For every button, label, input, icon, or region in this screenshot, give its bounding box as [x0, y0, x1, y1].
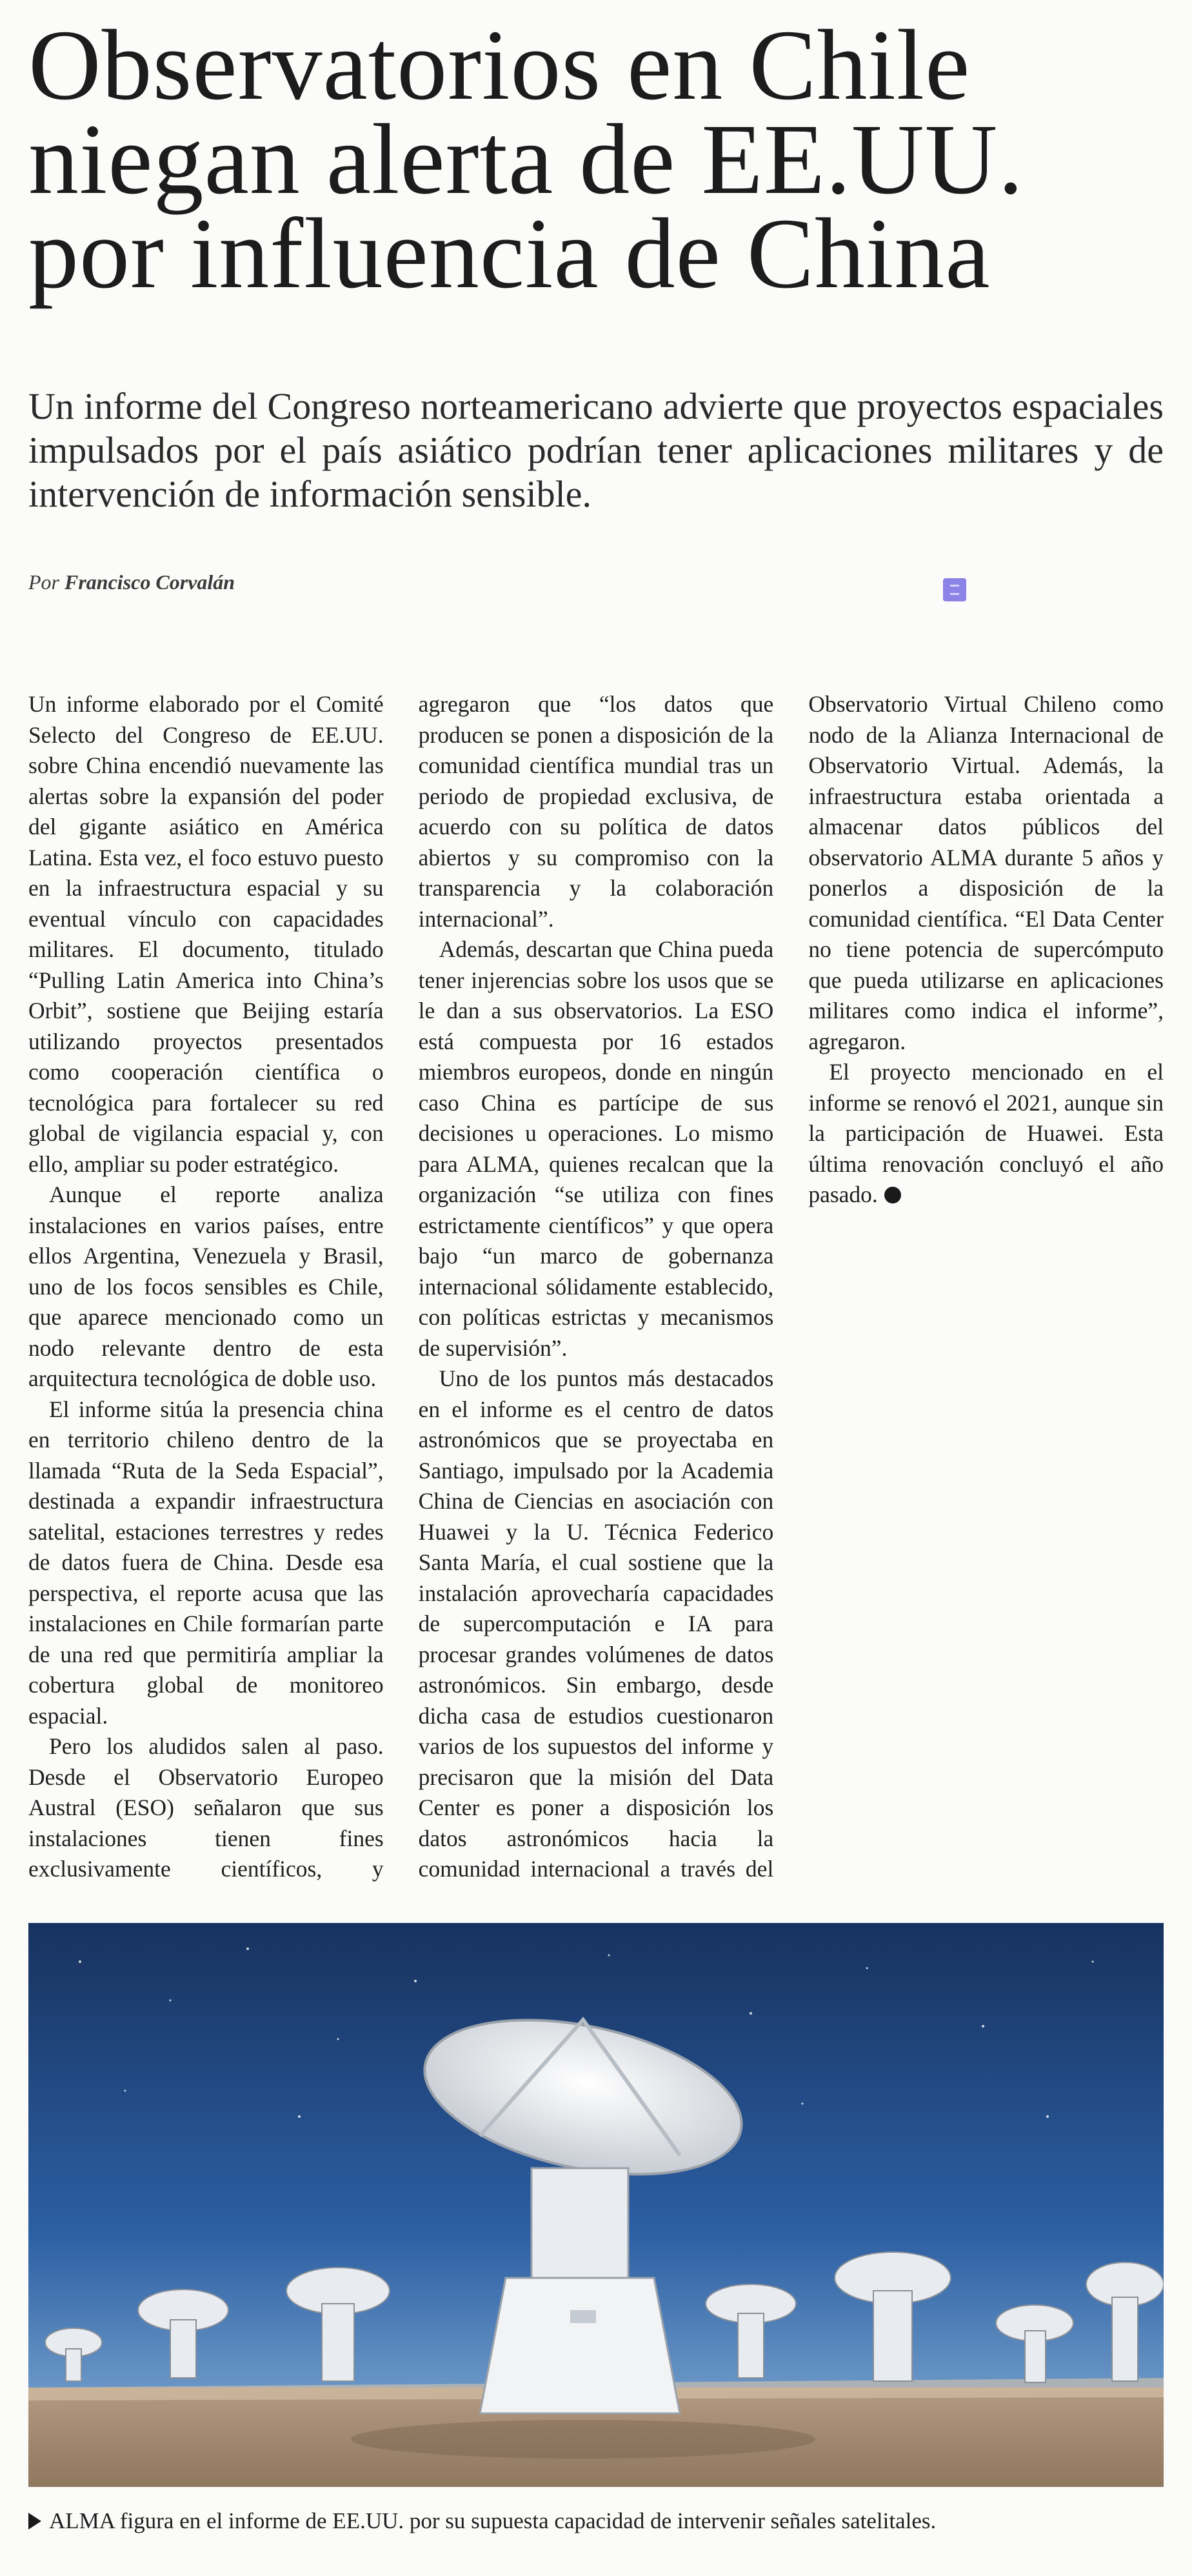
headline-line-3: por influencia de China [28, 197, 991, 309]
author-name[interactable]: Francisco Corvalán [65, 570, 235, 594]
photo-illustration [28, 1923, 1164, 2487]
headline [28, 9, 1170, 309]
caption-arrow-icon [28, 2513, 41, 2530]
byline-prefix: Por [28, 570, 59, 594]
paragraph-last [808, 1057, 1164, 1211]
article-list-icon[interactable] [943, 578, 966, 601]
headline-line-1: Observatorios en Chile [28, 9, 971, 121]
alma-antennas-photo [28, 1923, 1164, 2487]
paragraph-last-text: El proyecto mencionado en el informe se renovó el 2021, aunque sin la participación de Huawei. Esta última renovación concluyó el año pasado. [808, 1059, 1164, 1207]
paragraph: El informe sitúa la presencia china en territorio chileno dentro de la llamada “Ruta de la Seda Espacial”, destinada a expandir infraestructura satelital, estaciones terrestres y redes de datos fuera de China. Desde esa perspectiva, el reporte acusa que las instalaciones en Chile formarían parte de una red que permitiría ampliar la cobertura global de monitoreo espacial. [28, 1396, 384, 1729]
article-body [28, 689, 1164, 1896]
paragraph: Uno de los puntos más destacados en el informe es el centro de datos astronómicos que se proyectaba en Santiago, impulsado por la Academia China de Ciencias en asociación con Huawei y la U. Técnica Federico Santa María, el cual sostiene que la instalación aprovecharía capacidades de supercomputación e IA para procesar grandes volúmenes de datos astronómicos. Sin embargo, desde dicha casa de estudios cuestionaron varios de los supuestos del informe y precisaron que la misión del Data Center es poner a disposición los datos astronómicos hacia la comunidad internacional a través del Observatorio Virtual Chileno como nodo de la Alianza Internacional de Observatorio Virtual. Además, la infraestructura estaba orientada a almacenar datos públicos del observatorio ALMA durante 5 años y ponerlos a disposición de la comunidad científica. “El Data Center no tiene potencia de supercómputo que pueda utilizarse en aplicaciones militares como indica el informe”, agregaron. [418, 691, 1164, 1882]
headline-line-2: niegan alerta de EE.UU. [28, 103, 1024, 215]
end-of-article-icon [884, 1187, 901, 1203]
deck-summary: Un informe del Congreso norteamericano advierte que proyectos espaciales impulsados por el país asiático podrían tener aplicaciones militares y de intervención de información sensible. [28, 385, 1164, 515]
byline [28, 570, 235, 594]
photo-caption [28, 2507, 1170, 2535]
caption-text: ALMA figura en el informe de EE.UU. por su supuesta capacidad de intervenir señales satelitales. [49, 2508, 937, 2533]
paragraph: Un informe elaborado por el Comité Selecto del Congreso de EE.UU. sobre China encendió nuevamente las alertas sobre la expansión del poder del gigante asiático en América Latina. Esta vez, el foco estuvo puesto en la infraestructura espacial y su eventual vínculo con capacidades militares. El documento, titulado “Pulling Latin America into China’s Orbit”, sostiene que Beijing estaría utilizando proyectos presentados como cooperación científica o tecnológica para fortalecer su red global de vigilancia espacial y, con ello, ampliar su poder estratégico. [28, 691, 384, 1177]
paragraph: Aunque el reporte analiza instalaciones en varios países, entre ellos Argentina, Venezuela y Brasil, uno de los focos sensibles es Chile, que aparece mencionado como un nodo relevante dentro de esta arquitectura tecnológica de doble uso. [28, 1182, 384, 1391]
paragraph: Además, descartan que China pueda tener injerencias sobre los usos que se le dan a sus observatorios. La ESO está compuesta por 16 estados miembros europeos, donde en ningún caso China es partícipe de sus decisiones u operaciones. Lo mismo para ALMA, quienes recalcan que la organización “se utiliza con fines estrictamente científicos” y que opera bajo “un marco de gobernanza internacional sólidamente establecido, con políticas estrictas y mecanismos de supervisión”. [418, 936, 774, 1361]
paragraph: Pero los aludidos salen al paso. Desde el Observatorio Europeo Austral (ESO) señalaron que sus instalaciones tienen fines exclusivamente científicos, y agregaron que “los datos que producen se ponen a disposición de la comunidad científica mundial tras un periodo de propiedad exclusiva, de acuerdo con su política de datos abiertos y su compromiso con la transparencia y la colaboración internacional”. [28, 691, 774, 1882]
